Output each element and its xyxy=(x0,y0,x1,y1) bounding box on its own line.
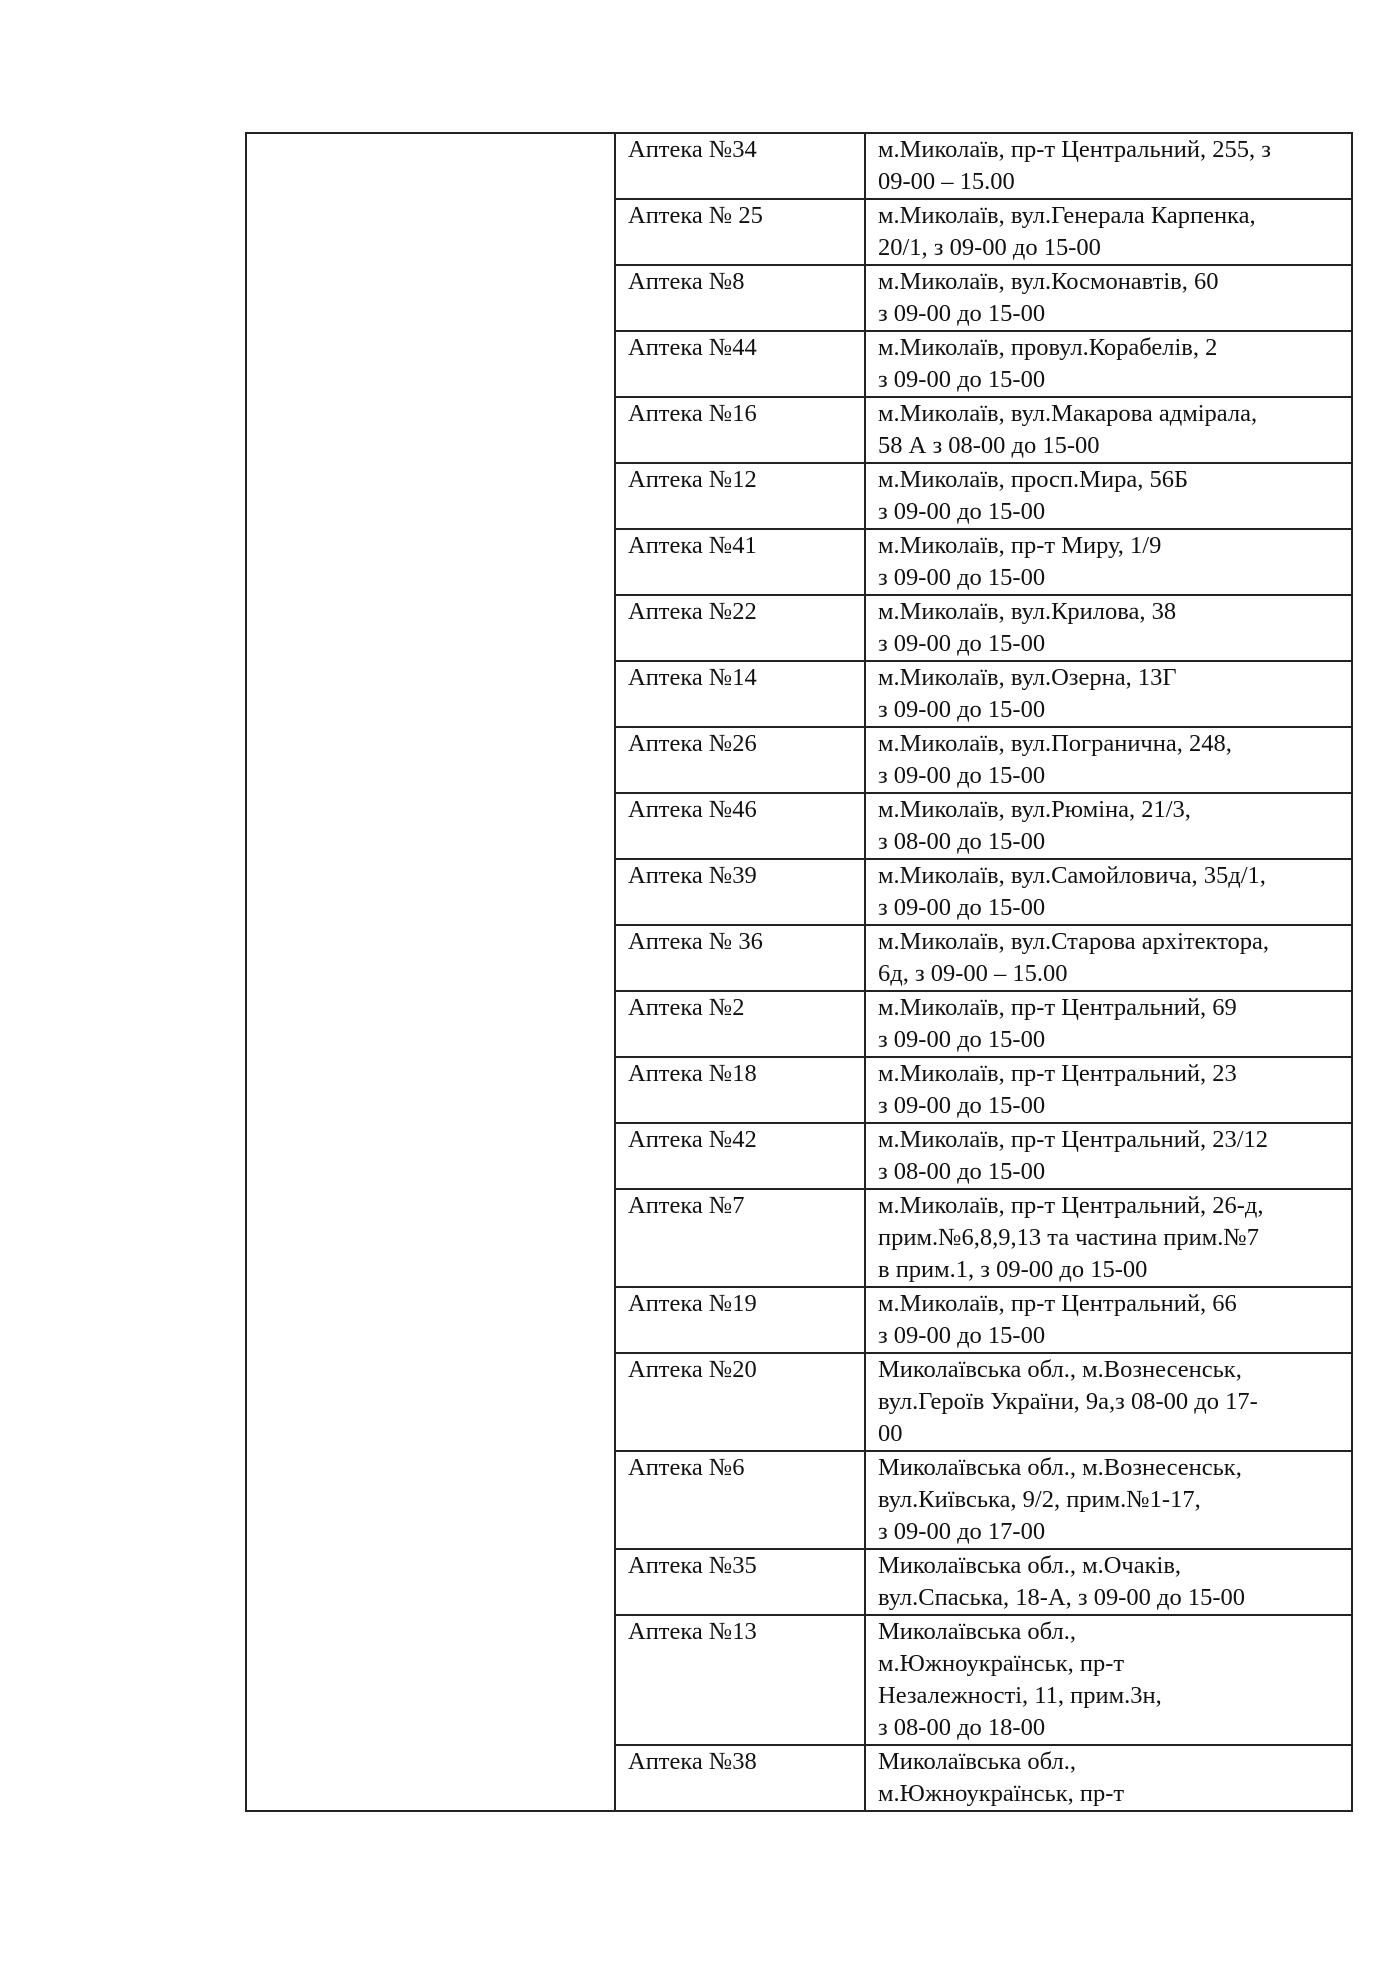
pharmacy-address-cell: м.Миколаїв, вул.Космонавтів, 60 з 09-00 до 15-00 xyxy=(865,265,1352,331)
empty-merged-cell xyxy=(246,133,615,1811)
table-row xyxy=(246,133,1352,199)
pharmacy-name-cell: Аптека №12 xyxy=(615,463,865,529)
pharmacy-name-cell: Аптека №34 xyxy=(615,133,865,199)
pharmacy-name-cell: Аптека №19 xyxy=(615,1287,865,1353)
pharmacy-address-cell: м.Миколаїв, пр-т Центральний, 23 з 09-00 до 15-00 xyxy=(865,1057,1352,1123)
pharmacy-address-cell: м.Миколаїв, вул.Рюміна, 21/3, з 08-00 до 15-00 xyxy=(865,793,1352,859)
pharmacy-table-body xyxy=(246,133,1352,1811)
pharmacy-name-cell: Аптека №41 xyxy=(615,529,865,595)
pharmacy-name-cell: Аптека №16 xyxy=(615,397,865,463)
pharmacy-address-cell: м.Миколаїв, просп.Мира, 56Б з 09-00 до 15-00 xyxy=(865,463,1352,529)
pharmacy-name-cell: Аптека №18 xyxy=(615,1057,865,1123)
pharmacy-address-cell: м.Миколаїв, пр-т Центральний, 66 з 09-00 до 15-00 xyxy=(865,1287,1352,1353)
pharmacy-name-cell: Аптека № 25 xyxy=(615,199,865,265)
pharmacy-address-cell: м.Миколаїв, пр-т Центральний, 255, з 09-00 – 15.00 xyxy=(865,133,1352,199)
pharmacy-name-cell: Аптека №38 xyxy=(615,1745,865,1811)
pharmacy-address-cell: м.Миколаїв, пр-т Центральний, 69 з 09-00 до 15-00 xyxy=(865,991,1352,1057)
pharmacy-address-cell: м.Миколаїв, вул.Погранична, 248, з 09-00 до 15-00 xyxy=(865,727,1352,793)
pharmacy-name-cell: Аптека № 36 xyxy=(615,925,865,991)
pharmacy-address-cell: м.Миколаїв, провул.Корабелів, 2 з 09-00 до 15-00 xyxy=(865,331,1352,397)
pharmacy-name-cell: Аптека №35 xyxy=(615,1549,865,1615)
pharmacy-name-cell: Аптека №2 xyxy=(615,991,865,1057)
pharmacy-address-cell: Миколаївська обл., м.Вознесенськ, вул.Київська, 9/2, прим.№1-17, з 09-00 до 17-00 xyxy=(865,1451,1352,1549)
pharmacy-address-cell: м.Миколаїв, пр-т Центральний, 23/12 з 08-00 до 15-00 xyxy=(865,1123,1352,1189)
pharmacy-name-cell: Аптека №42 xyxy=(615,1123,865,1189)
pharmacy-address-cell: Миколаївська обл., м.Южноукраїнськ, пр-т Незалежності, 11, прим.3н, з 08-00 до 18-00 xyxy=(865,1615,1352,1745)
pharmacy-address-cell: м.Миколаїв, вул.Озерна, 13Г з 09-00 до 15-00 xyxy=(865,661,1352,727)
pharmacy-name-cell: Аптека №39 xyxy=(615,859,865,925)
pharmacy-address-cell: м.Миколаїв, вул.Крилова, 38 з 09-00 до 15-00 xyxy=(865,595,1352,661)
pharmacy-name-cell: Аптека №6 xyxy=(615,1451,865,1549)
pharmacy-name-cell: Аптека №26 xyxy=(615,727,865,793)
pharmacy-name-cell: Аптека №44 xyxy=(615,331,865,397)
pharmacy-name-cell: Аптека №13 xyxy=(615,1615,865,1745)
pharmacy-address-cell: м.Миколаїв, вул.Самойловича, 35д/1, з 09-00 до 15-00 xyxy=(865,859,1352,925)
pharmacy-address-cell: м.Миколаїв, вул.Старова архітектора, 6д, з 09-00 – 15.00 xyxy=(865,925,1352,991)
pharmacy-address-cell: м.Миколаїв, вул.Макарова адмірала, 58 А з 08-00 до 15-00 xyxy=(865,397,1352,463)
pharmacy-name-cell: Аптека №14 xyxy=(615,661,865,727)
pharmacy-address-cell: м.Миколаїв, пр-т Центральний, 26-д, прим.№6,8,9,13 та частина прим.№7 в прим.1, з 09-00 до 15-00 xyxy=(865,1189,1352,1287)
pharmacy-name-cell: Аптека №8 xyxy=(615,265,865,331)
pharmacy-name-cell: Аптека №46 xyxy=(615,793,865,859)
pharmacy-address-cell: м.Миколаїв, вул.Генерала Карпенка, 20/1, з 09-00 до 15-00 xyxy=(865,199,1352,265)
pharmacy-name-cell: Аптека №7 xyxy=(615,1189,865,1287)
pharmacy-address-cell: м.Миколаїв, пр-т Миру, 1/9 з 09-00 до 15-00 xyxy=(865,529,1352,595)
pharmacy-name-cell: Аптека №20 xyxy=(615,1353,865,1451)
pharmacy-table xyxy=(245,132,1353,1812)
pharmacy-address-cell: Миколаївська обл., м.Южноукраїнськ, пр-т xyxy=(865,1745,1352,1811)
pharmacy-name-cell: Аптека №22 xyxy=(615,595,865,661)
pharmacy-address-cell: Миколаївська обл., м.Вознесенськ, вул.Героїв України, 9а,з 08-00 до 17- 00 xyxy=(865,1353,1352,1451)
pharmacy-address-cell: Миколаївська обл., м.Очаків, вул.Спаська, 18-А, з 09-00 до 15-00 xyxy=(865,1549,1352,1615)
